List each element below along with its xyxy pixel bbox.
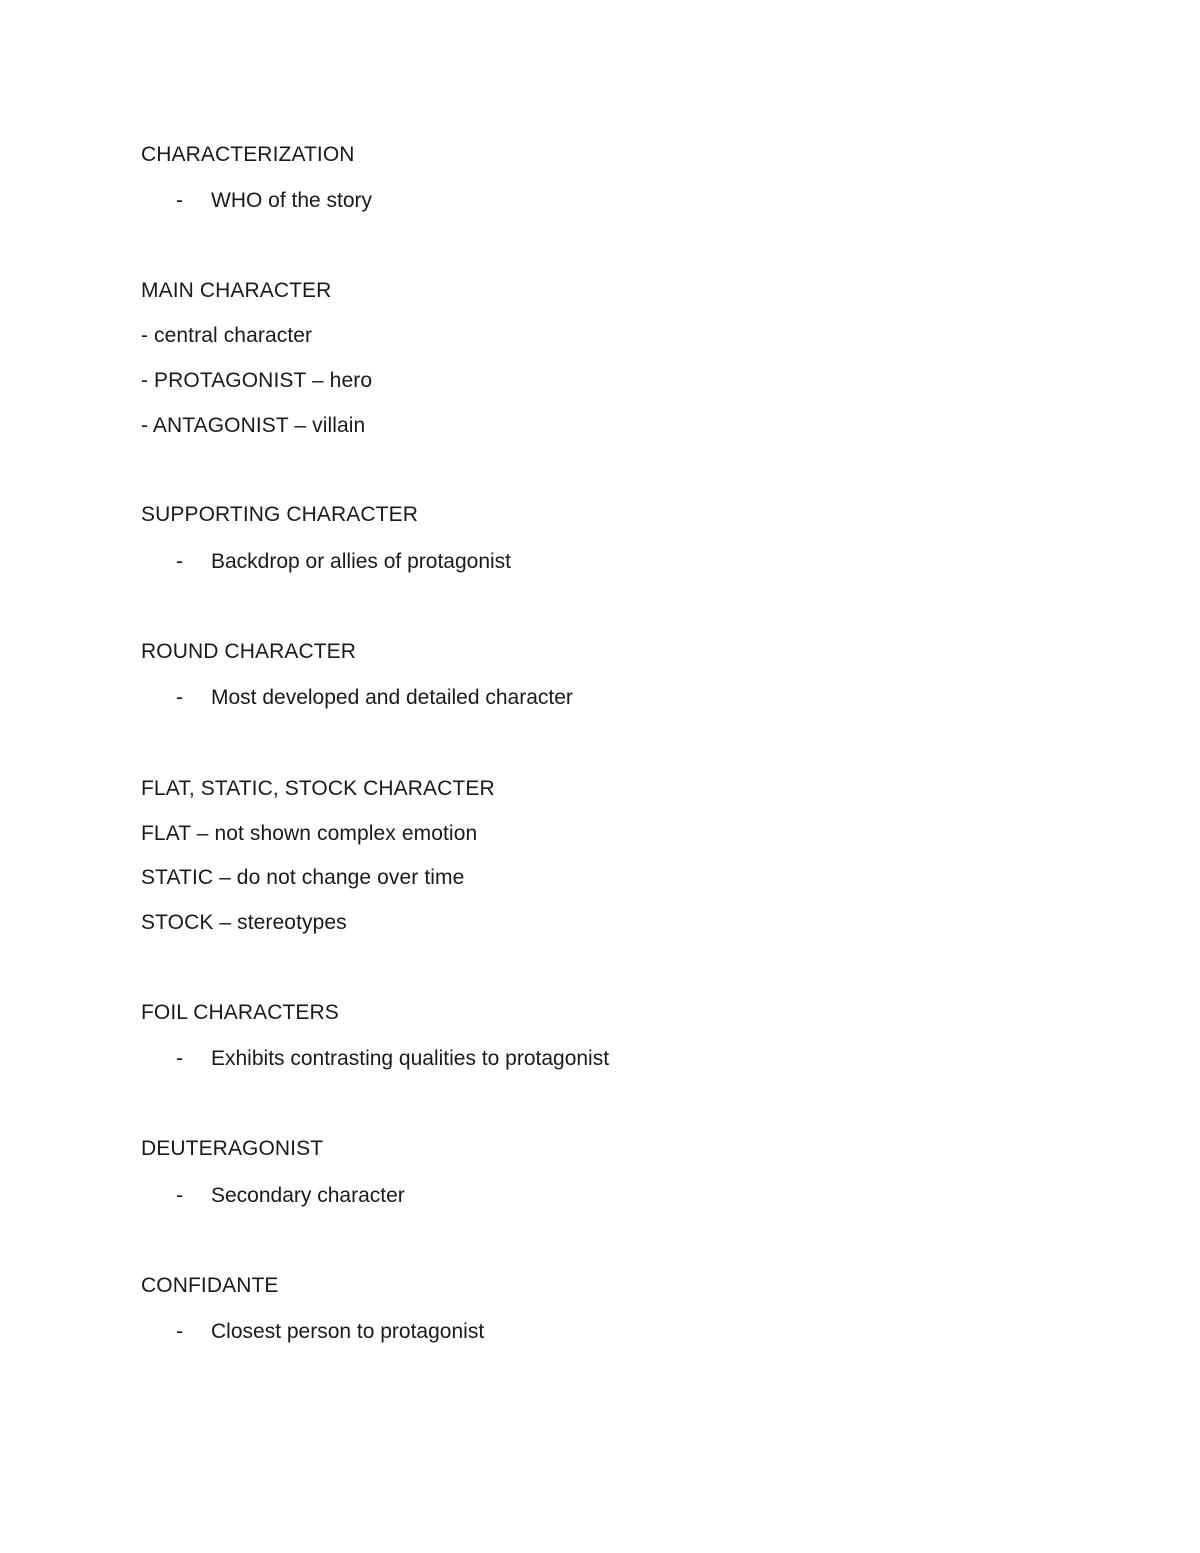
- section-heading: CHARACTERIZATION: [141, 143, 355, 166]
- bullet-marker: -: [176, 189, 183, 212]
- bullet-marker: -: [176, 1320, 183, 1343]
- section-heading: CONFIDANTE: [141, 1274, 279, 1297]
- section-heading: SUPPORTING CHARACTER: [141, 503, 418, 526]
- text-line: - central character: [141, 324, 313, 347]
- section-heading: FLAT, STATIC, STOCK CHARACTER: [141, 777, 495, 800]
- bullet-marker: -: [176, 1047, 183, 1070]
- section-heading: DEUTERAGONIST: [141, 1137, 324, 1160]
- text-line: FLAT – not shown complex emotion: [141, 822, 478, 845]
- text-line: STATIC – do not change over time: [141, 866, 465, 889]
- bullet-item: Backdrop or allies of protagonist: [211, 550, 511, 573]
- text-line: STOCK – stereotypes: [141, 911, 347, 934]
- bullet-item: Exhibits contrasting qualities to protagonist: [211, 1047, 610, 1070]
- text-line: - ANTAGONIST – villain: [141, 414, 366, 437]
- bullet-marker: -: [176, 550, 183, 573]
- section-heading: FOIL CHARACTERS: [141, 1001, 339, 1024]
- bullet-item: Most developed and detailed character: [211, 686, 573, 709]
- bullet-item: Secondary character: [211, 1184, 405, 1207]
- bullet-item: Closest person to protagonist: [211, 1320, 485, 1343]
- text-line: - PROTAGONIST – hero: [141, 369, 373, 392]
- section-heading: ROUND CHARACTER: [141, 640, 357, 663]
- bullet-item: WHO of the story: [211, 189, 373, 212]
- section-heading: MAIN CHARACTER: [141, 279, 332, 302]
- bullet-marker: -: [176, 686, 183, 709]
- bullet-marker: -: [176, 1184, 183, 1207]
